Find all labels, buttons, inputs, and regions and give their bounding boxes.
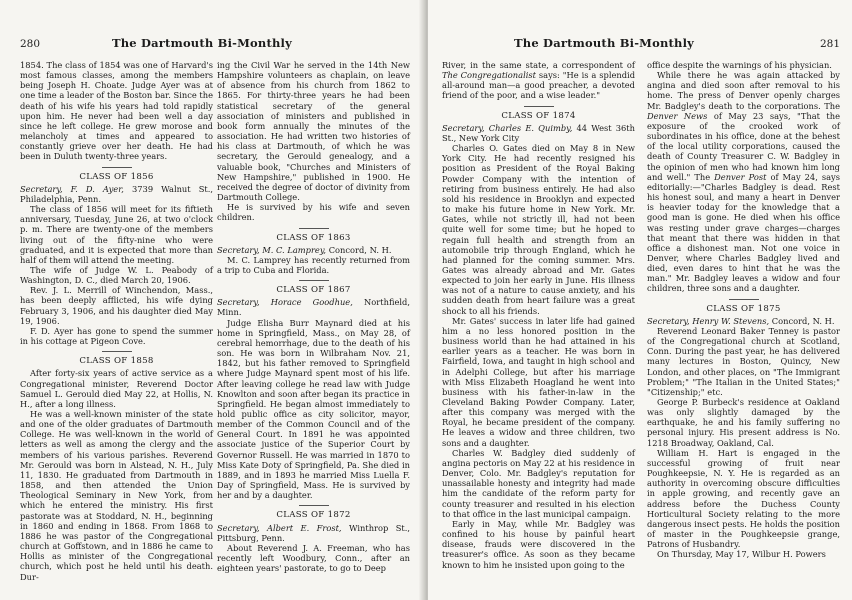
class-secretary bbox=[217, 523, 410, 543]
left-column-2 bbox=[217, 60, 410, 582]
paragraph: 1854. The class of 1854 was one of Harvard's most famous classes, among the members being Joseph H. Choate. Judge Ayer was at one time a leader of the Boston bar. Since the death of his wife his years had told rapidly upon him. He never had been well a day since he left college. He grew morose and melancholy at times and appeared to constantly grieve over her death. He had been in Duluth twenty-three years. bbox=[20, 60, 213, 162]
secretary-name: Secretary, Albert E. Frost, bbox=[217, 522, 342, 533]
paragraph: M. C. Lamprey has recently returned from a trip to Cuba and Florida. bbox=[217, 254, 410, 275]
paragraph bbox=[647, 70, 840, 293]
paragraph: Judge Elisha Burr Maynard died at his home in Springfield, Mass., on May 28, of cerebral hemorrhage, due to the death of his son. He was born in Wilbraham Nov. 21, 1842, but his father removed to Springfield where Judge Maynard spent most of his life. After leaving college he read law with Judge Knowlton and soon after began its practice in Springfield. He began almost immediately to hold public office as city solicitor, mayor, member of the Common Council and of the General Court. In 1891 he was appointed associate justice of the Superior Court by Governor Russell. He was married in 1870 to Miss Kate Doty of Springfield, Pa. She died in 1889, and in 1893 he married Miss Luella F. Day of Springfield, Mass. He is survived by her and by a daughter. bbox=[217, 317, 410, 501]
paragraph: George P. Burbeck's residence at Oakland was only slightly damaged by the earthquake, he and his family suffering no personal injury. His present address is No. 1218 Broadway, Oakland, Cal. bbox=[647, 397, 840, 448]
paragraph: Mr. Gates' success in later life had gained him a no less honored position in the business world than he had attained in his earlier years as a teacher. He was born in Fairfield, Iowa, and taught in high school and in Adelphi College, but after his marriage with Miss Elizabeth Hoagland he went into business with his father-in-law in the Cleveland Baking Powder Company. Later, after this company was merged with the Royal, he became president of the company. He leaves a widow and three children, two sons and a daughter. bbox=[442, 315, 635, 448]
right-column-2 bbox=[647, 60, 840, 570]
page-number: 281 bbox=[819, 38, 840, 50]
text-run: River, in the same state, a correspondent of bbox=[442, 60, 635, 70]
paragraph: Reverend Leonard Baker Tenney is pastor of the Congregational church at Scotland, Conn. During the past year, he has delivered many lectures in Boston, Quincy, New London, and other places, on "The Immigrant Problem;" "The Italian in the United States;" "Citizenship;" etc. bbox=[647, 325, 840, 397]
text-run: of May 23 says, "That the exposure of the crooked work of subordinates in his office, done at the behest of the local utility corporations, caused the death of County Treasurer C. W. Badgley in the opinion of men who had known him long and well." The bbox=[647, 110, 841, 182]
paragraph: Early in May, while Mr. Badgley was confined to his house by painful heart disease, frauds were discovered in the treasurer's office. As soon as they became known to him he insisted upon going to the bbox=[442, 518, 635, 570]
paragraph: After forty-six years of active service as a Congregational minister, Reverend Doctor Samuel L. Gerould died May 22, at Hollis, N. H., after a long illness. bbox=[20, 368, 213, 409]
class-heading: CLASS OF 1856 bbox=[79, 171, 154, 182]
secretary-address: Winthrop St., Pittsburg, Penn. bbox=[217, 522, 410, 543]
paragraph: About Reverend J. A. Freeman, who has recently left Woodbury, Conn., after an eighteen years' pastorate, to go to Deep bbox=[217, 542, 410, 574]
publication-title: Denver News bbox=[647, 110, 708, 121]
publication-title: The Congregationalist bbox=[442, 70, 536, 81]
class-heading: CLASS OF 1874 bbox=[501, 110, 576, 121]
paragraph: ing the Civil War he served in the 14th New Hampshire volunteers as chaplain, on leave of absence from his church from 1862 to 1865. For thirty-three years he had been statistical secretary of the general association of ministers and published in book form annually the minutes of the association. He had written two histories of his class at Dartmouth, of which he was secretary, the Gerould genealogy, and a valuable book, "Churches and Ministers of New Hampshire," published in 1900. He received the degree of doctor of divinity from Dartmouth College. bbox=[217, 60, 410, 203]
secretary-address: Northfield, Minn. bbox=[217, 297, 410, 318]
section-divider bbox=[102, 351, 132, 352]
right-page-header bbox=[442, 36, 840, 56]
section-divider bbox=[299, 228, 329, 229]
left-columns bbox=[20, 60, 410, 582]
text-run: says: "He is a splendid all-around man—a good preacher, a devoted friend of the poor, and a wise leader." bbox=[442, 70, 636, 101]
paragraph: office despite the warnings of his physician. bbox=[647, 60, 832, 70]
class-secretary bbox=[217, 297, 410, 317]
paragraph: William H. Hart is engaged in the successful growing of fruit near Poughkeepsie, N. Y. He is regarded as an authority in overcoming obscure difficulties in apple growing, and recently gave an address before the Duchess County Horticultural Society relating to the more dangerous insect pests. He holds the position of master in the Poughkeepsie grange, Patrons of Husbandry. bbox=[647, 447, 840, 550]
secretary-address: 44 West 36th St., New York City bbox=[442, 122, 635, 143]
paragraph: The wife of Judge W. L. Peabody of Washington, D. C., died March 20, 1906. bbox=[20, 264, 213, 286]
section-divider bbox=[102, 167, 132, 168]
class-secretary bbox=[217, 245, 410, 255]
section-divider bbox=[299, 505, 329, 506]
page-number: 280 bbox=[20, 38, 41, 50]
secretary-name: Secretary, M. C. Lamprey, bbox=[217, 244, 327, 255]
right-column-1 bbox=[442, 60, 635, 570]
paragraph: He is survived by his wife and seven children. bbox=[217, 202, 410, 223]
left-page bbox=[0, 0, 424, 600]
secretary-address: Concord, N. H. bbox=[771, 315, 835, 326]
text-run: While there he was again attacked by angina and died soon after removal to his home. The press of Denver openly charges Mr. Badgley's death to the corporations. The bbox=[647, 70, 840, 111]
running-title: The Dartmouth Bi-Monthly bbox=[514, 36, 695, 50]
class-heading: CLASS OF 1863 bbox=[276, 232, 351, 243]
class-secretary bbox=[442, 123, 635, 143]
class-secretary bbox=[20, 184, 213, 204]
paragraph: The class of 1856 will meet for its fiftieth anniversary, Tuesday, June 26, at two o'clock p. m. There are twenty-one of the members living out of the fifty-nine who were graduated, and it is expected that more than half of them will attend the meeting. bbox=[20, 204, 213, 265]
secretary-name: Secretary, Horace Goodhue, bbox=[217, 297, 353, 308]
section-divider bbox=[729, 299, 759, 300]
paragraph: On Thursday, May 17, Wilbur H. Powers bbox=[657, 549, 826, 560]
secretary-address: 3739 Walnut St., Philadelphia, Penn. bbox=[20, 183, 213, 204]
paragraph: Rev. J. L. Merrill of Winchendon, Mass., has been deeply afflicted, his wife dying February 3, 1906, and his daughter died May 19, 1906. bbox=[20, 285, 213, 326]
class-heading: CLASS OF 1858 bbox=[79, 356, 154, 367]
class-heading: CLASS OF 1872 bbox=[276, 510, 351, 521]
secretary-name: Secretary, F. D. Ayer, bbox=[20, 183, 124, 194]
left-column-1 bbox=[20, 60, 213, 582]
secretary-name: Secretary, Henry W. Stevens, bbox=[647, 315, 770, 326]
class-secretary bbox=[647, 316, 840, 326]
paragraph: F. D. Ayer has gone to spend the summer in his cottage at Pigeon Cove. bbox=[20, 325, 213, 347]
paragraph: Charles O. Gates died on May 8 in New York City. He had recently resigned his position as President of the Royal Baking Powder Company with the intention of retiring from business entirely. He had also sold his residence in Brooklyn and expected to make his future home in New York. Mr. Gates, while not strictly ill, had not been quite well for some time; but he hoped to regain full health and strength from an automobile trip through England, which he had planned for the coming summer. Mrs. Gates was already abroad and Mr. Gates expected to join her early in June. His illness was not of a nature to cause anxiety, and his sudden death from heart failure was a great shock to all his friends. bbox=[442, 143, 635, 316]
right-page bbox=[428, 0, 852, 600]
left-page-header bbox=[20, 36, 410, 56]
publication-title: Denver Post bbox=[714, 171, 767, 182]
secretary-address: Concord, N. H. bbox=[328, 244, 392, 255]
paragraph bbox=[442, 60, 635, 101]
secretary-name: Secretary, Charles E. Quimby, bbox=[442, 122, 573, 133]
text-run: of May 24, says editorially:—"Charles Badgley is dead. Rest his honest soul, and many a heart in Denver is heavier today for the knowledge that a good man is gone. He died when his office was resting under grave charges—charges that meant that there was hidden in that office a dishonest man. Not one voice in Denver, where Charles Badgley lived and died, even dares to hint that he was the man." Mr. Badgley leaves a widow and four children, three sons and a daughter. bbox=[647, 171, 840, 294]
paragraph: He was a well-known minister of the state and one of the older graduates of Dartmouth College. He was well-known in the world of letters as well as among the clergy and the members of his various parishes. Reverend Mr. Gerould was born in Alstead, N. H., July 11, 1830. He graduated from Dartmouth in 1858, and then attended the Union Theological Seminary in New York, from which he entered the ministry. His first pastorate was at Stoddard, N. H., beginning in 1860 and ending in 1868. From 1868 to 1886 he was pastor of the Congregational church at Goffstown, and in 1886 he came to Hollis as minister of the Congregational church, which post he held until his death. Dur- bbox=[20, 409, 213, 582]
section-divider bbox=[299, 280, 329, 281]
running-title: The Dartmouth Bi-Monthly bbox=[111, 36, 292, 50]
class-heading: CLASS OF 1867 bbox=[276, 285, 351, 296]
class-heading: CLASS OF 1875 bbox=[706, 303, 781, 314]
paragraph: Charles W. Badgley died suddenly of angina pectoris on May 22 at his residence in Denver, Colo. Mr. Badgley's reputation for unassailable honesty and integrity had made him the candidate of the reform party for county treasurer and resulted in his election to that office in the last municipal campaign. bbox=[442, 447, 635, 519]
section-divider bbox=[524, 106, 554, 107]
right-columns bbox=[442, 60, 840, 570]
